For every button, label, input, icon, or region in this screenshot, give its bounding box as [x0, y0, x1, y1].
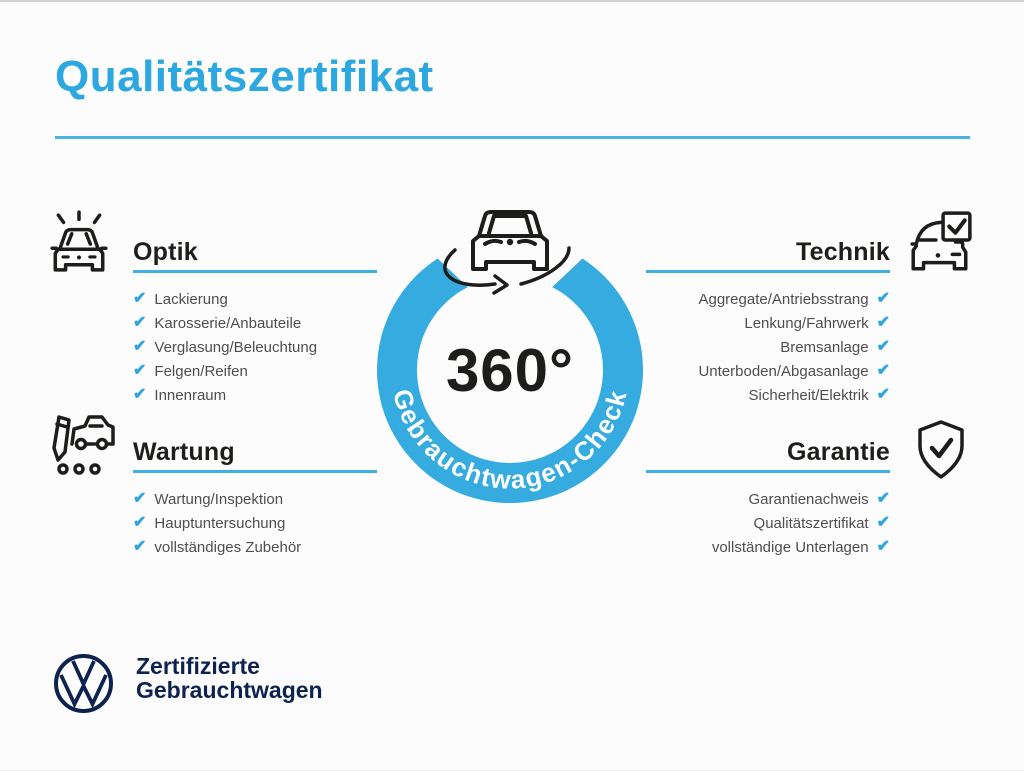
check-icon: ✔: [133, 314, 147, 331]
list-item: [590, 535, 890, 559]
check-icon: ✔: [133, 514, 147, 531]
page-title: Qualitätszertifikat: [55, 52, 434, 101]
check-icon: ✔: [133, 362, 147, 379]
section-optik-title: Optik: [133, 238, 198, 266]
list-item-label: Qualitätszertifikat: [753, 514, 869, 532]
car-shine-icon: [46, 210, 112, 274]
list-item-label: vollständiges Zubehör: [154, 538, 302, 556]
section-divider: [646, 270, 890, 273]
badge-degree-label: 360°: [445, 337, 575, 404]
vw-logo: [52, 652, 115, 715]
list-item: [133, 535, 433, 559]
ring-text: Gebrauchtwagen-Check: [387, 385, 633, 495]
list-item-label: Bremsanlage: [780, 338, 869, 356]
section-divider: [646, 470, 890, 473]
list-item-label: Garantienachweis: [748, 490, 869, 508]
section-divider: [133, 470, 377, 473]
check-icon: ✔: [876, 490, 890, 507]
section-garantie-title: Garantie: [786, 438, 890, 466]
list-item-label: Hauptuntersuchung: [154, 514, 286, 532]
rotating-car-icon: [443, 192, 583, 307]
check-icon: ✔: [133, 290, 147, 307]
brand-text: [136, 654, 323, 702]
list-item-label: Lackierung: [154, 290, 228, 308]
check-icon: ✔: [133, 338, 147, 355]
section-wartung-title: Wartung: [133, 438, 235, 466]
check-icon: ✔: [876, 362, 890, 379]
check-icon: ✔: [133, 386, 147, 403]
check-icon: ✔: [876, 514, 890, 531]
brand-line-1: Zertifizierte: [136, 653, 260, 679]
car-checkbox-icon: [906, 210, 974, 274]
shield-check-icon: [912, 418, 970, 482]
title-divider: [55, 136, 970, 139]
list-item-label: Felgen/Reifen: [154, 362, 248, 380]
service-checklist-icon: [44, 412, 118, 476]
list-item-label: Verglasung/Beleuchtung: [154, 338, 318, 356]
list-item-label: Wartung/Inspektion: [154, 490, 284, 508]
check-icon: ✔: [876, 338, 890, 355]
list-item-label: vollständige Unterlagen: [711, 538, 869, 556]
check-icon: ✔: [876, 538, 890, 555]
list-item-label: Sicherheit/Elektrik: [748, 386, 869, 404]
list-item: [590, 511, 890, 535]
list-item-label: Aggregate/Antriebsstrang: [698, 290, 869, 308]
list-item-label: Unterboden/Abgasanlage: [698, 362, 869, 380]
check-icon: ✔: [876, 290, 890, 307]
list-item-label: Karosserie/Anbauteile: [154, 314, 302, 332]
check-icon: ✔: [876, 314, 890, 331]
check-icon: ✔: [876, 386, 890, 403]
check-icon: ✔: [133, 538, 147, 555]
section-technik-title: Technik: [795, 238, 890, 266]
list-item: [133, 511, 433, 535]
list-item-label: Innenraum: [154, 386, 227, 404]
list-item-label: Lenkung/Fahrwerk: [744, 314, 869, 332]
brand-line-2: Gebrauchtwagen: [136, 677, 323, 703]
section-divider: [133, 270, 377, 273]
check-icon: ✔: [133, 490, 147, 507]
